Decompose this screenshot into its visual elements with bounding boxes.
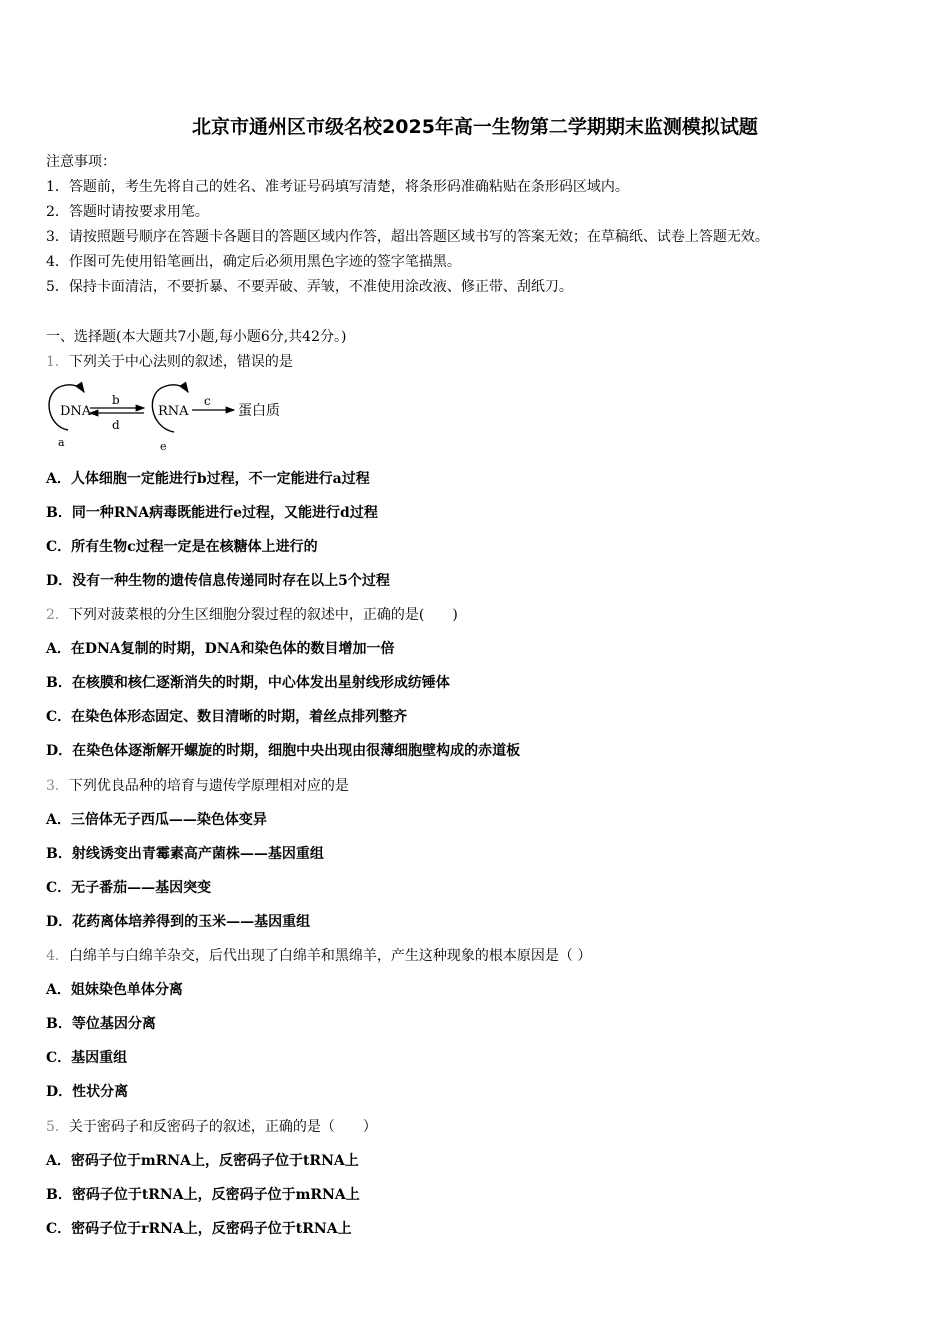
label-a: a (58, 436, 65, 449)
option: D．在染色体逐渐解开螺旋的时期，细胞中央出现由很薄细胞壁构成的赤道板 (46, 743, 521, 759)
option: D．没有一种生物的遗传信息传递同时存在以上5个过程 (46, 573, 390, 589)
option: C．无子番茄——基因突变 (46, 880, 212, 896)
option: A．人体细胞一定能进行b过程，不一定能进行a过程 (46, 471, 370, 487)
option: B．射线诱变出青霉素高产菌株——基因重组 (46, 846, 324, 862)
central-dogma-diagram (40, 378, 300, 453)
rna-label: RNA (158, 404, 189, 419)
dna-label: DNA (60, 404, 92, 419)
option: C．在染色体形态固定、数目清晰的时期，着丝点排列整齐 (46, 709, 408, 725)
notice-item: 5．保持卡面清洁，不要折暴、不要弄破、弄皱，不准使用涂改液、修正带、刮纸刀。 (46, 279, 573, 295)
label-d: d (112, 418, 120, 432)
option: B．等位基因分离 (46, 1016, 156, 1032)
option: A．姐妹染色单体分离 (46, 982, 183, 998)
page-title: 北京市通州区市级名校2025年高一生物第二学期期末监测模拟试题 (192, 116, 758, 138)
notice-item: 3．请按照题号顺序在答题卡各题目的答题区域内作答，超出答题区域书写的答案无效；在草稿纸、试卷上答题无效。 (46, 229, 769, 245)
question-stem: 5．关于密码子和反密码子的叙述，正确的是（ ） (46, 1119, 377, 1135)
label-c: c (204, 394, 211, 408)
label-b: b (112, 393, 120, 407)
protein-label: 蛋白质 (238, 403, 280, 419)
option: A．密码子位于mRNA上，反密码子位于tRNA上 (46, 1153, 359, 1169)
option: B．在核膜和核仁逐渐消失的时期，中心体发出星射线形成纺锤体 (46, 675, 450, 691)
notice-item: 4．作图可先使用铅笔画出，确定后必须用黑色字迹的签字笔描黑。 (46, 254, 461, 270)
notice-item: 1．答题前，考生先将自己的姓名、准考证号码填写清楚，将条形码准确粘贴在条形码区域内。 (46, 179, 629, 195)
option: B．密码子位于tRNA上，反密码子位于mRNA上 (46, 1187, 360, 1203)
notice-heading: 注意事项： (46, 154, 116, 170)
option: C．基因重组 (46, 1050, 128, 1066)
question-stem: 1．下列关于中心法则的叙述，错误的是 (46, 354, 293, 370)
option: A．三倍体无子西瓜——染色体变异 (46, 812, 267, 828)
option: C．所有生物c过程一定是在核糖体上进行的 (46, 539, 318, 555)
section-heading: 一、选择题(本大题共7小题,每小题6分,共42分。) (46, 329, 347, 345)
question-stem: 3．下列优良品种的培育与遗传学原理相对应的是 (46, 778, 349, 794)
notice-item: 2．答题时请按要求用笔。 (46, 204, 209, 220)
option: B．同一种RNA病毒既能进行e过程，又能进行d过程 (46, 505, 378, 521)
option: C．密码子位于rRNA上，反密码子位于tRNA上 (46, 1221, 352, 1237)
label-e: e (160, 440, 167, 453)
question-stem: 4．白绵羊与白绵羊杂交，后代出现了白绵羊和黑绵羊，产生这种现象的根本原因是（ ） (46, 948, 592, 964)
question-stem: 2．下列对菠菜根的分生区细胞分裂过程的叙述中，正确的是( ) (46, 607, 458, 623)
option: D．性状分离 (46, 1084, 129, 1100)
option: D．花药离体培养得到的玉米——基因重组 (46, 914, 311, 930)
option: A．在DNA复制的时期，DNA和染色体的数目增加一倍 (46, 641, 395, 657)
